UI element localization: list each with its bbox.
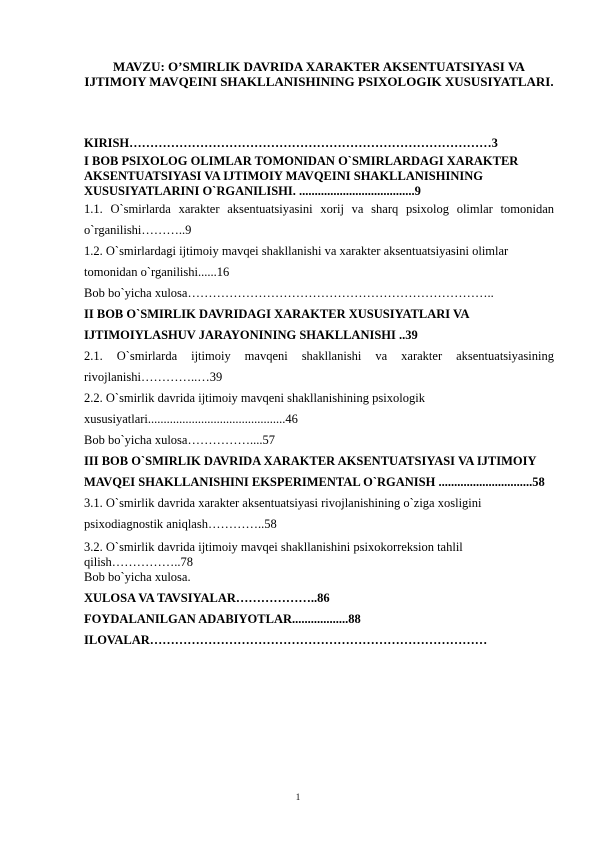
toc-chapter-1-heading: I BOB PSIXOLOG OLIMLAR TOMONIDAN O`SMIRLARDAGI XARAKTER AKSENTUATSIYASI VA IJTIMOIY MAVQEINI SHAKLLANISHINING XUSUSIYATLARINI O`RGANILISHI. .....................................9 — [84, 154, 519, 198]
toc-chapter-2-heading: II BOB O`SMIRLIK DAVRIDAGI XARAKTER XUSUSIYATLARI VA IJTIMOIYLASHUV JARAYONINING SHAKLLANISHI ..39 — [84, 307, 469, 342]
toc-chapter-1-summary: Bob bo`yicha xulosa……………………………………………………………….. — [84, 286, 494, 300]
toc-section-1-2: 1.2. O`smirlardagi ijtimoiy mavqei shakllanishi va xarakter aksentuatsiyasini olimlar tomonidan o`rganilishi......16 — [84, 244, 509, 279]
toc-chapter-2-summary: Bob bo`yicha xulosa……………....57 — [84, 433, 275, 447]
table-of-contents — [84, 133, 554, 651]
toc-section-2-2: 2.2. O`smirlik davrida ijtimoiy mavqeni shakllanishining psixologik xususiyatlari............................................46 — [84, 391, 425, 426]
toc-section-3-1: 3.1. O`smirlik davrida xarakter aksentuatsiyasi rivojlanishining o`ziga xosligini psixodiagnostik aniqlash…………..58 — [84, 496, 482, 531]
toc-appendix: ILOVALAR……………………………………………………………………… — [84, 633, 488, 647]
toc-chapter-3-heading: III BOB O`SMIRLIK DAVRIDA XARAKTER AKSENTUATSIYASI VA IJTIMOIY MAVQEI SHAKLLANISHINI EKSPERIMENTAL O`RGANISH ..............................58 — [84, 454, 545, 489]
toc-section-2-1: 2.1. O`smirlarda ijtimoiy mavqeni shakllanishi va xarakter aksentuatsiyasining rivojlanishi…………..…39 — [84, 349, 554, 384]
page-number: 1 — [295, 792, 301, 802]
toc-section-3-2: 3.2. O`smirlik davrida ijtimoiy mavqei shakllanishini psixokorreksion tahlil qilish……………..78 — [84, 540, 463, 569]
toc-references: FOYDALANILGAN ADABIYOTLAR..................88 — [84, 612, 361, 626]
document-title: MAVZU: O’SMIRLIK DAVRIDA XARAKTER AKSENTUATSIYASI VA IJTIMOIY MAVQEINI SHAKLLANISHINING PSIXOLOGIK XUSUSIYATLARI. — [84, 59, 554, 89]
toc-section-1-1: 1.1. O`smirlarda xarakter aksentuatsiyasini xorij va sharq psixolog olimlar tomonidan o`rganilishi………..9 — [84, 202, 554, 237]
toc-intro: KIRISH……………………………………………………………………………3 — [84, 136, 498, 150]
toc-conclusion: XULOSA VA TAVSIYALAR………………..86 — [84, 591, 330, 605]
toc-chapter-3-summary: Bob bo`yicha xulosa. — [84, 570, 191, 584]
